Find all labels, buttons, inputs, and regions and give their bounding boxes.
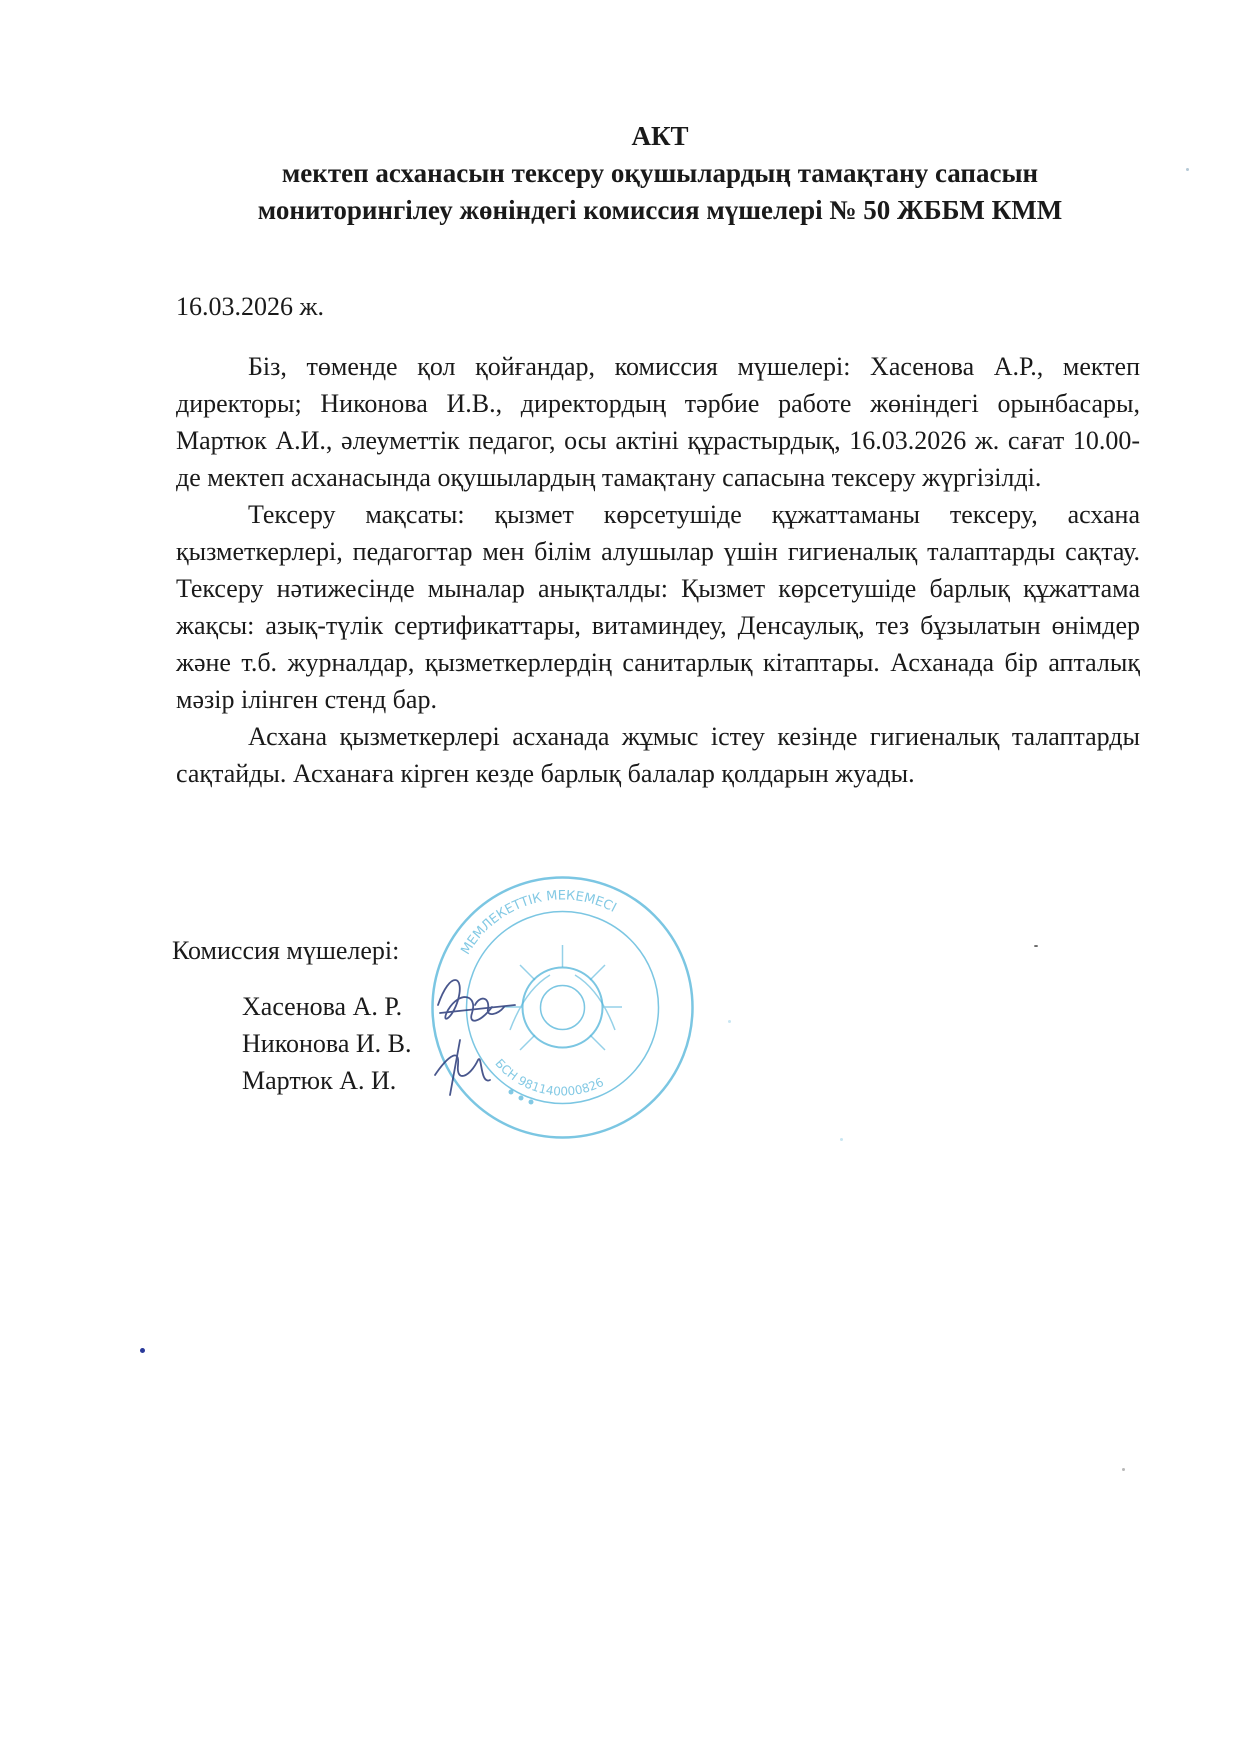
document-subtitle-line-1: мектеп асханасын тексеру оқушылардың тамақтану сапасын <box>281 158 1039 188</box>
seal-outer-text: МЕМЛЕКЕТТІК МЕКЕМЕСІ <box>458 888 619 958</box>
handwritten-signatures <box>420 965 570 1115</box>
signature-mark <box>435 1055 490 1080</box>
member-name: Никонова И. В. <box>242 1029 412 1058</box>
commission-members-list <box>242 988 412 1099</box>
scan-speck <box>1034 945 1038 947</box>
paragraph-3: Асхана қызметкерлері асханада жұмыс істеу кезінде гигиеналық талаптарды сақтайды. Асханаға кірген кезде барлық балалар қолдарын жуады. <box>176 722 1140 788</box>
document-date: 16.03.2026 ж. <box>176 292 324 321</box>
paragraph-2: Тексеру мақсаты: қызмет көрсетушіде құжаттаманы тексеру, асхана қызметкерлері, педагогтар мен білім алушылар үшін гигиеналық талаптарды сақтау. Тексеру нәтижесінде мыналар анықталды: Қызмет көрсетушіде барлық құжаттама жақсы: азық-түлік сертификаттары, витаминдеу, Денсаулық, тез бұзылатын өнімдер және т.б. журналдар, қызметкерлердің санитарлық кітаптары. Асханада бір апталық мәзір ілінген стенд бар. <box>176 500 1140 714</box>
scan-speck <box>1122 1468 1125 1471</box>
document-title: АКТ <box>631 121 689 151</box>
scan-speck <box>728 1020 731 1023</box>
signature-mark <box>438 980 492 1021</box>
scan-speck <box>1186 168 1189 171</box>
scan-speck <box>840 1138 843 1141</box>
document-body <box>176 348 1140 792</box>
member-name: Мартюк А. И. <box>242 1066 397 1095</box>
commission-label: Комиссия мүшелері: <box>172 936 400 965</box>
document-header <box>180 118 1140 229</box>
member-name: Хасенова А. Р. <box>242 992 403 1021</box>
paragraph-1: Біз, төменде қол қойғандар, комиссия мүшелері: Хасенова А.Р., мектеп директоры; Никонова И.В., директордың тәрбие работе жөніндегі орынбасары, Мартюк А.И., әлеуметтік педагог, осы актіні құрастырдық, 16.03.2026 ж. сағат 10.00-де мектеп асханасында оқушылардың тамақтану сапасына тексеру жүргізілді. <box>176 352 1140 492</box>
scan-speck <box>140 1348 145 1353</box>
document-subtitle-line-2: мониторингілеу жөніндегі комиссия мүшелері № 50 ЖББМ КММ <box>257 195 1063 225</box>
seal-id-text: БСН 981140000826 <box>492 1056 606 1099</box>
